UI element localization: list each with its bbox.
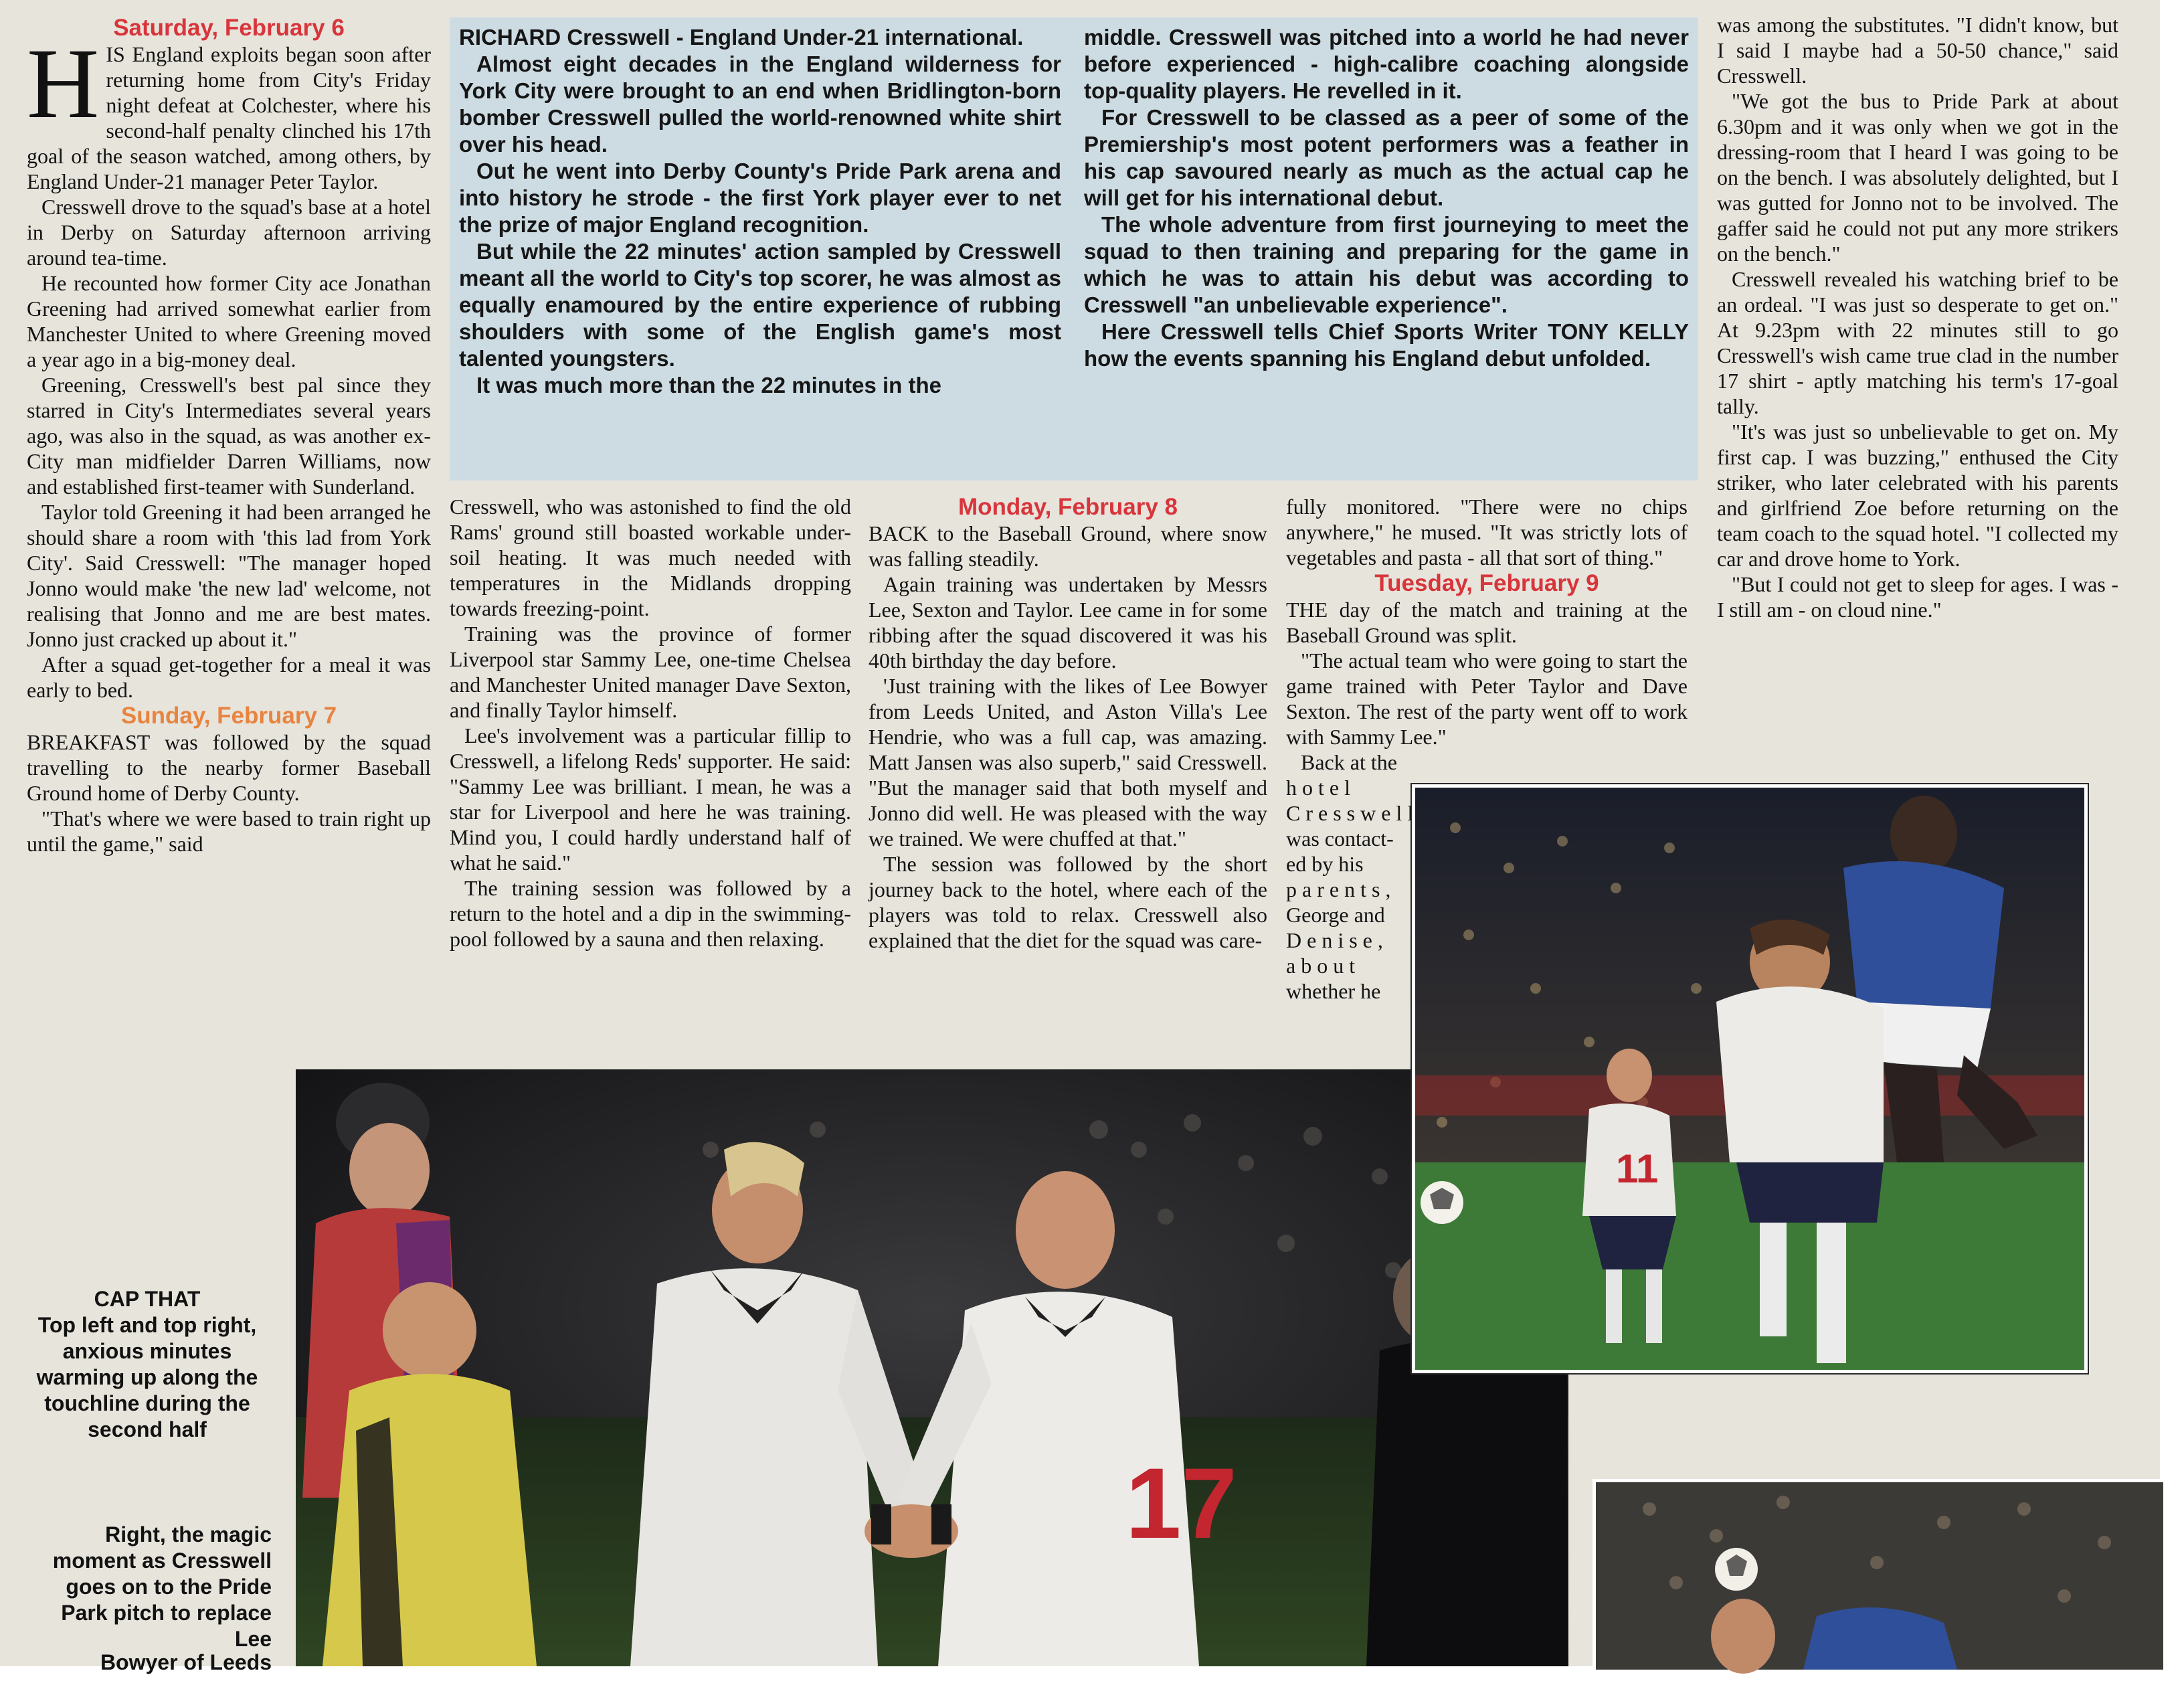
intro-left-p2: Almost eight decades in the England wilderness for York City were brought to an end when Bridlington-born bomber Cresswell pulled the world-renowned white shirt over his head. (459, 52, 1061, 157)
column5-paragraph-4: "It's was just so unbelievable to get on. My first cap. I was buzzing," enthused the City striker, who later celebrated with his parents and girlfriend Zoe before returning on the team coach to the squad hotel. "I collected my car and drove home to York. (1717, 420, 2118, 571)
column1-paragraph-7: BREAKFAST was followed by the squad travelling to the nearby former Baseball Ground home of Derby County. (27, 730, 431, 805)
shirt-number-11: 11 (1616, 1146, 1659, 1191)
column2-paragraph-1: Cresswell, who was astonished to find the old Rams' ground still boasted workable under-soil heating. It was much needed with temperatures in the Midlands dropping towards freezing-point. (450, 495, 851, 620)
intro-right-p2: For Cresswell to be classed as a peer of some of the Premiership's most potent performers was a feather in his cap savoured nearly as much as the actual cap he will get for his international debut. (1084, 105, 1689, 210)
column1-paragraph-6: After a squad get-together for a meal it was early to bed. (27, 652, 431, 702)
drop-cap: H (27, 28, 100, 139)
intro-left-p4: But while the 22 minutes' action sampled by Cresswell meant all the world to City's top scorer, he was almost as equally enamoured by the entire experience of rubbing shoulders with some of the English game's most talented youngsters. (459, 239, 1061, 371)
column1-paragraph-8: "That's where we were based to train right up until the game," said (27, 806, 431, 856)
column-2 (450, 494, 851, 952)
column5-paragraph-3: Cresswell revealed his watching brief to be an ordeal. "I was just so desperate to get on." At 9.23pm with 22 minutes still to go Cresswell's wish came true clad in the number 17 shirt - aptly matching his term's 17-goal tally. (1717, 267, 2118, 418)
column1-paragraph-2: Cresswell drove to the squad's base at a hotel in Derby on Saturday afternoon arriving around tea-time. (27, 195, 431, 270)
photo-bottom-right (1592, 1479, 2163, 1670)
heading-monday: Monday, February 8 (958, 494, 1178, 520)
heading-sunday: Sunday, February 7 (120, 703, 337, 729)
heading-tuesday: Tuesday, February 9 (1374, 570, 1599, 596)
intro-right-p1: middle. Cresswell was pitched into a world he had never before experienced - high-calibre coaching alongside top-quality players. He revelled in it. (1084, 25, 1689, 103)
photo-handshake (296, 1069, 1568, 1666)
column5-paragraph-1: was among the substitutes. "I didn't know, but I said I maybe had a 50-50 chance," said Cresswell. (1717, 13, 2118, 88)
column-1 (27, 15, 431, 857)
column1-paragraph-3: He recounted how former City ace Jonathan Greening had arrived somewhat earlier from Manchester United to where Greening moved a year ago in a big-money deal. (27, 271, 431, 371)
column2-paragraph-4: The training session was followed by a return to the hotel and a dip in the swimming-pool followed by a sauna and then relaxing. (450, 876, 851, 951)
photo-caption-2 (27, 1522, 272, 1674)
intro-left-p1: RICHARD Cresswell - England Under-21 international. (459, 25, 1024, 50)
column4-paragraph-2: THE day of the match and training at the Baseball Ground was split. (1286, 598, 1688, 647)
intro-column-right (1084, 24, 1689, 372)
caption-title: CAP THAT (94, 1287, 201, 1311)
column3-paragraph-2: Again training was undertaken by Messrs Lee, Sexton and Taylor. Lee came in for some ribbing after the squad discovered it was his 40th birthday the day before. (869, 572, 1267, 673)
intro-right-p3: The whole adventure from first journeying to meet the squad to then training and preparing for the game in which he was to attain his debut was according to Cresswell "an unbelievable experience". (1084, 212, 1689, 317)
caption-text-3: Bowyer of Leeds (100, 1650, 272, 1674)
column3-paragraph-3: 'Just training with the likes of Lee Bowyer from Leeds United, and Aston Villa's Lee Hendrie, who was a full cap, was amazing. Matt Jansen was also superb," said Cresswell. "But the manager said that both myself and Jonno did well. He was pleased with the way we trained. We were chuffed at that." (869, 674, 1267, 851)
intro-right-p4: Here Cresswell tells Chief Sports Writer TONY KELLY how the events spanning his England debut unfolded. (1084, 319, 1689, 371)
column5-paragraph-2: "We got the bus to Pride Park at about 6.30pm and it was only when we got in the dressing-room that I heard I was going to be on the bench. I was absolutely delighted, but I was gutted for Jonno not to be involved. The gaffer said he could not put any more strikers on the bench." (1717, 89, 2118, 266)
caption-text-2: Right, the magic moment as Cresswell goes on to the Pride Park pitch to replace Lee (52, 1522, 272, 1651)
column2-paragraph-2: Training was the province of former Liverpool star Sammy Lee, one-time Chelsea and Manchester United manager Dave Sexton, and finally Taylor himself. (450, 622, 851, 722)
column4-paragraph-3: "The actual team who were going to start the game trained with Peter Taylor and Dave Sexton. The rest of the party went off to work with Sammy Lee." (1286, 648, 1688, 749)
column-5 (1717, 12, 2118, 622)
column3-paragraph-4: The session was followed by the short journey back to the hotel, where each of the players was told to relax. Cresswell also explained that the diet for the squad was care- (869, 852, 1267, 952)
column3-paragraph-1: BACK to the Baseball Ground, where snow was falling steadily. (869, 521, 1267, 571)
photo-caption (27, 1286, 268, 1443)
heading-saturday: Saturday, February 6 (113, 15, 345, 41)
column4-paragraph-1: fully monitored. "There were no chips anywhere," he mused. "It was strictly lots of vegetables and pasta - all that sort of thing." (1286, 495, 1688, 569)
photo-header-action (1412, 784, 2088, 1373)
intro-left-p3: Out he went into Derby County's Pride Park arena and into history he strode - the first York player ever to net the prize of major England recognition. (459, 159, 1061, 237)
column1-paragraph-5: Taylor told Greening it had been arranged he should share a room with 'this lad from York City'. Said Cresswell: "The manager hoped Jonno would make 'the new lad' welcome, not realising that Jonno and me are best mates. Jonno just cracked up about it." (27, 500, 431, 651)
shirt-number: 17 (1125, 1447, 1237, 1559)
column2-paragraph-3: Lee's involvement was a particular fillip to Cresswell, a lifelong Reds' supporter. He said: "Sammy Lee was brilliant. I mean, he was a star for Liverpool and here he was training. Mind you, I could hardly understand half of what he said." (450, 723, 851, 875)
column-3 (869, 494, 1267, 953)
caption-text-1: Top left and top right, anxious minutes warming up along the touchline during the second half (36, 1313, 258, 1441)
intro-column-left (459, 24, 1061, 399)
column1-paragraph-4: Greening, Cresswell's best pal since they starred in City's Intermediates several years ago, was also in the squad, as was another ex-City man midfielder Darren Williams, now and established first-teamer with Sunderland. (27, 373, 431, 499)
column4-wrapped-text: Back at the h o t e l C r e s s w e l l was contact- ed by his p a r e n t s , George and D e n i s e , a b o u t whether he (1286, 750, 1414, 1003)
intro-box (450, 17, 1698, 480)
column1-paragraph-1: HIS England exploits began soon after returning home from City's Friday night defeat at Colchester, where his second-half penalty clinched his 17th goal of the season watched, among others, by England Under-21 manager Peter Taylor. (27, 28, 431, 193)
column5-paragraph-5: "But I could not get to sleep for ages. I was - I still am - on cloud nine." (1717, 572, 2118, 622)
intro-left-p5: It was much more than the 22 minutes in the (476, 373, 941, 397)
